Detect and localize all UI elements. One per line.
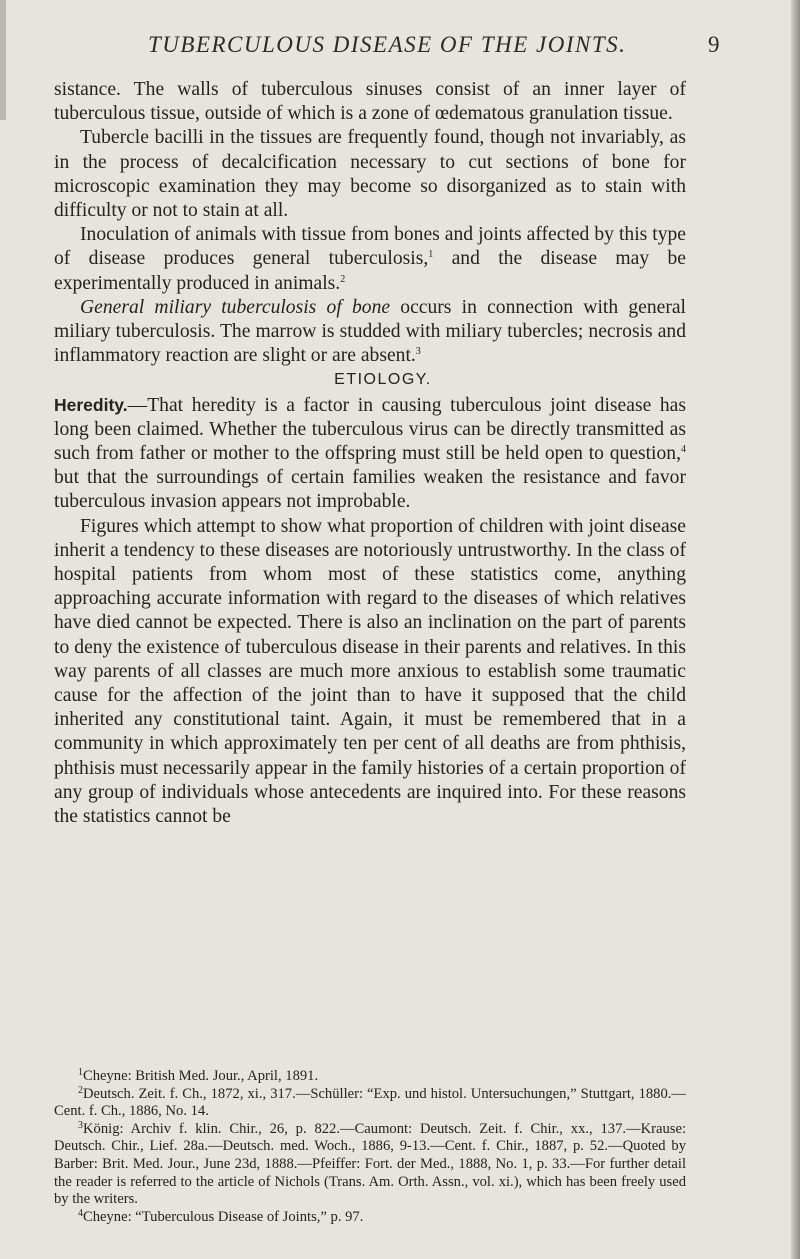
footnote-ref-3: 3	[415, 346, 421, 358]
paragraph-5-text-b: but that the surroundings of certain families weaken the resistance and favor tuberculous invasion appears not improbable.	[54, 467, 686, 513]
footnote-3	[54, 1121, 686, 1209]
footnote-1-mark: 1	[78, 1067, 83, 1078]
footnote-2	[54, 1086, 686, 1121]
footnote-4-text: Cheyne: “Tuberculous Disease of Joints,” p. 97.	[83, 1208, 364, 1225]
section-heading-etiology: ETIOLOGY.	[334, 371, 432, 389]
paragraph-5	[54, 393, 686, 515]
footnote-1-text: Cheyne: British Med. Jour., April, 1891.	[83, 1068, 319, 1084]
paragraph-3	[54, 223, 686, 296]
paragraph-6: Figures which attempt to show what proportion of children with joint disease inherit a tendency to these diseases are notoriously untrustworthy. In the class of hospital patients from whom most of these statistics come, anything approaching accurate information with regard to the diseases of which relatives have died cannot be expected. There is also an inclination on the part of parents to deny the existence of tuberculous disease in their parents and relatives. In this way parents of all classes are much more anxious to establish some traumatic cause for the affection of the joint than to have it supposed that the child inherited any constitutional taint. Again, it must be remembered that in a community in which approximately ten per cent of all deaths are from phthisis, phthisis must necessarily appear in the family histories of a certain proportion of any group of individuals whose antecedents are inquired into. For these reasons the statistics cannot be	[54, 515, 686, 828]
paragraph-4-italic: General miliary tuberculosis of bone	[80, 296, 391, 318]
footnote-ref-1: 1	[428, 249, 434, 261]
footnote-2-mark: 2	[78, 1084, 83, 1096]
footnotes	[54, 1068, 686, 1226]
paragraph-3-text-a: Inoculation of animals with tissue from bones and joints affected by this type of disease produces general tuberculosis,	[54, 224, 686, 270]
body-text	[54, 78, 686, 829]
footnote-4	[54, 1209, 686, 1227]
paragraph-5-text-a: —That heredity is a factor in causing tuberculous joint disease has long been claimed. Whether the tuberculous virus can be directly transmitted as such from father or mother to the offspring must still be held open to question,	[54, 394, 686, 465]
paragraph-3-text-b: and the disease may be experimentally produced in animals.	[54, 248, 687, 294]
heredity-label: Heredity.	[54, 394, 128, 415]
page-number: 9	[708, 32, 720, 57]
footnote-ref-4: 4	[681, 444, 686, 456]
page-edge-left	[0, 0, 6, 120]
footnote-4-mark: 4	[78, 1207, 83, 1219]
paragraph-4	[54, 296, 686, 369]
footnote-2-text: Deutsch. Zeit. f. Ch., 1872, xi., 317.—Schüller: “Exp. und histol. Untersuchungen,” Stuttgart, 1880.—Cent. f. Ch., 1886, No. 14.	[54, 1085, 686, 1120]
paragraph-1: sistance. The walls of tuberculous sinuses consist of an inner layer of tuberculous tissue, outside of which is a zone of œdematous granulation tissue.	[54, 79, 686, 125]
footnote-ref-2: 2	[340, 273, 346, 285]
footnote-3-mark: 3	[78, 1119, 83, 1131]
running-head: TUBERCULOUS DISEASE OF THE JOINTS.	[148, 32, 627, 57]
footnote-3-text: König: Archiv f. klin. Chir., 26, p. 822.—Caumont: Deutsch. Zeit. f. Chir., xx., 137.—Krause: Deutsch. Chir., Lief. 28a.—Deutsch. med. Woch., 1886, 9-13.—Cent. f. Chir., 1887, p. 52.—Quoted by Barber: Brit. Med. Jour., June 23d, 1888.—Pfeiffer: Fort. der Med., 1888, No. 1, p. 33.—For further detail the reader is referred to the article of Nichols (Trans. Am. Orth. Assn., vol. xi.), which has been freely used by the writers.	[54, 1120, 686, 1208]
page-edge-right	[791, 0, 800, 1259]
paragraph-4-text: occurs in connection with general miliary tuberculosis. The marrow is studded with miliary tubercles; necrosis and inflammatory reaction are slight or are absent.	[54, 296, 686, 367]
paragraph-2: Tubercle bacilli in the tissues are frequently found, though not invariably, as in the process of decalcification necessary to cut sections of bone for microscopic examination they may become so disorganized as to stain with difficulty or not to stain at all.	[54, 127, 686, 222]
footnote-1	[54, 1068, 686, 1086]
